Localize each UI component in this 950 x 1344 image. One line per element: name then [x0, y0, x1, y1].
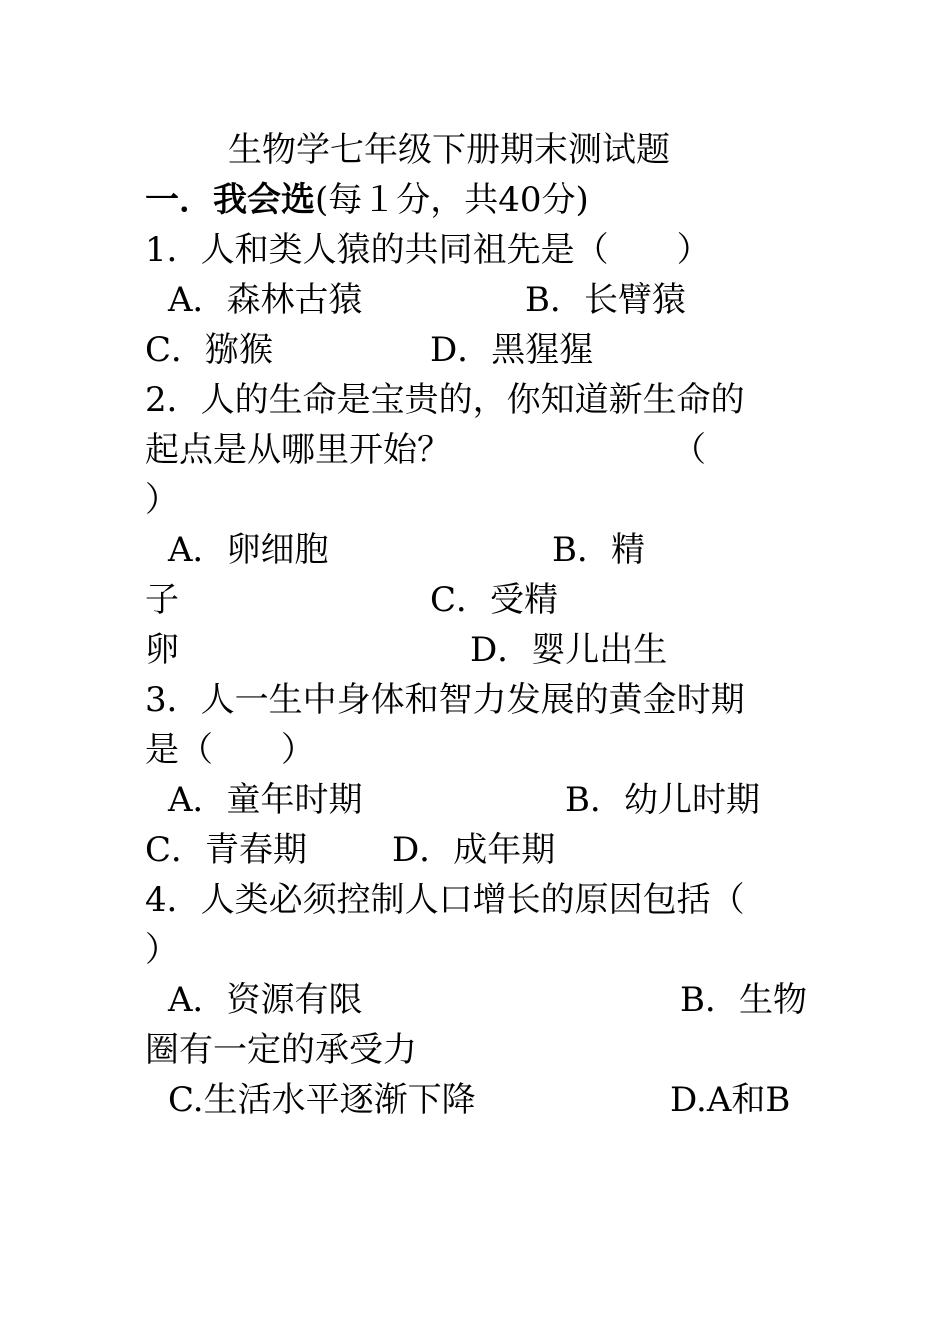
- question-4-option-b: B．生物: [680, 980, 807, 1020]
- question-3-option-d: D．成年期: [392, 830, 556, 870]
- question-3-option-c: C．青春期: [145, 830, 308, 870]
- section-heading-score: (每１分，共40分): [315, 180, 589, 220]
- question-4-stem-line-2: ）: [145, 930, 179, 970]
- question-1-option-d: D．黑猩猩: [430, 330, 594, 370]
- question-4-option-b-cont: 圈有一定的承受力: [145, 1030, 417, 1070]
- question-4-option-c: C.生活水平逐渐下降: [168, 1080, 476, 1120]
- question-2-option-b-cont: 子: [145, 580, 179, 620]
- question-2-option-c-cont: 卵: [145, 630, 179, 670]
- question-2-stem-line-2: 起点是从哪里开始？: [145, 430, 451, 470]
- section-heading: [145, 180, 589, 220]
- question-2-answer-bracket-close: ）: [145, 480, 179, 520]
- question-2-option-a: A．卵细胞: [168, 530, 329, 570]
- question-1-option-b: B．长臂猿: [525, 280, 686, 320]
- question-4-stem-line-1: 4．人类必须控制人口增长的原因包括（: [145, 880, 745, 920]
- question-2-stem-line-1: 2．人的生命是宝贵的，你知道新生命的: [145, 380, 745, 420]
- question-2-option-b: B．精: [552, 530, 645, 570]
- question-3-option-b: B．幼儿时期: [565, 780, 760, 820]
- question-4-option-d: D.A和B: [670, 1080, 791, 1120]
- question-1-option-c: C．猕猴: [145, 330, 274, 370]
- question-2-answer-bracket-open: （: [672, 430, 706, 470]
- question-3-stem-line-1: 3．人一生中身体和智力发展的黄金时期: [145, 680, 745, 720]
- question-4-option-a: A．资源有限: [168, 980, 363, 1020]
- question-3-option-a: A．童年时期: [168, 780, 363, 820]
- question-3-stem-line-2: 是（ ）: [145, 730, 315, 770]
- question-1-option-a: A．森林古猿: [168, 280, 363, 320]
- page-title: 生物学七年级下册期末测试题: [228, 130, 670, 170]
- section-heading-label: 一．我会选: [145, 180, 315, 220]
- question-2-option-d: D．婴儿出生: [470, 630, 668, 670]
- question-2-option-c: C．受精: [430, 580, 559, 620]
- question-1-stem: 1．人和类人猿的共同祖先是（ ）: [145, 230, 711, 270]
